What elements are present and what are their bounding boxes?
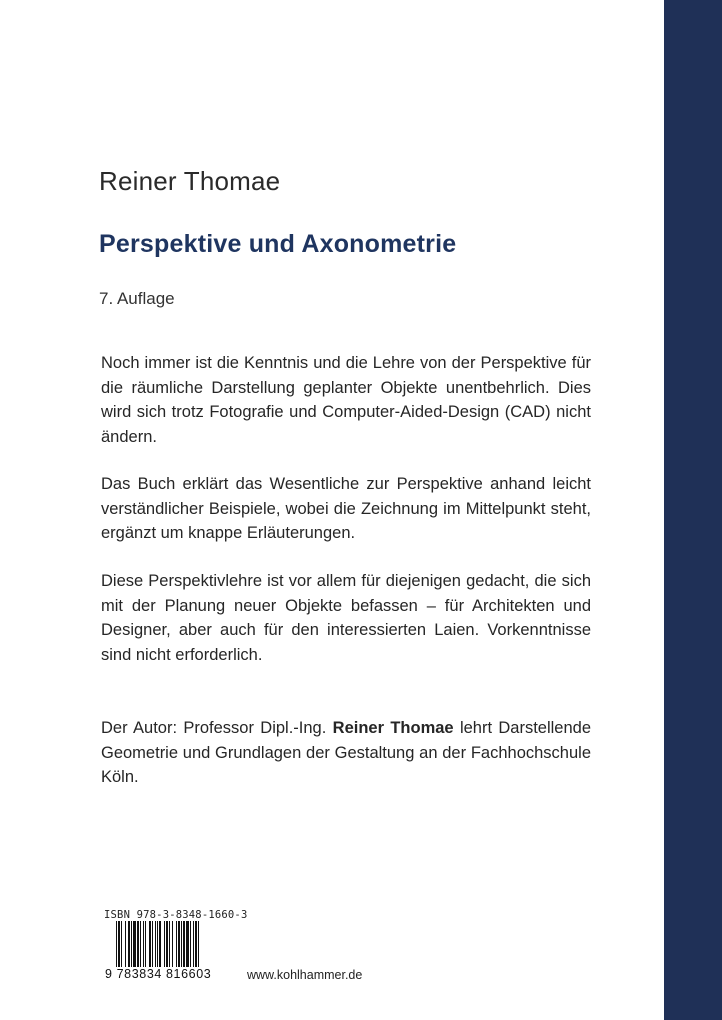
blurb-paragraph-2: Das Buch erklärt das Wesentliche zur Perspektive anhand leicht verständlicher Beispiele, wobei die Zeichnung im Mittelpunkt steht, ergänzt um knappe Erläuterungen.: [101, 475, 591, 542]
barcode-bar: [131, 921, 132, 971]
barcode-bar: [198, 921, 199, 971]
book-spine-band: [664, 0, 722, 1020]
barcode-bar: [181, 921, 182, 971]
barcode-image: [116, 921, 226, 971]
edition-label: 7. Auflage: [99, 289, 175, 308]
barcode-bar: [186, 921, 189, 971]
barcode-bar: [140, 921, 141, 971]
barcode-bar: [143, 921, 144, 971]
author-bio-name: Reiner Thomae: [332, 719, 454, 737]
barcode-bar: [176, 921, 177, 971]
barcode-bar: [133, 921, 136, 971]
barcode-bar: [190, 921, 191, 971]
barcode-bar: [145, 921, 146, 971]
author-bio-suffix: lehrt Darstellende Geometrie und Grundlagen der Gestaltung an der Fachhochschule Köln.: [101, 719, 592, 786]
barcode-bar: [137, 921, 139, 971]
barcode-bar: [193, 921, 194, 971]
barcode-bar: [166, 921, 168, 971]
author-bio: [101, 716, 591, 790]
barcode-bar: [195, 921, 197, 971]
barcode-bar: [172, 921, 173, 971]
blurb-paragraph-3: Diese Perspektivlehre ist vor allem für diejenigen gedacht, die sich mit der Planung neuer Objekte befassen – für Architekten und Designer, aber auch für den interessierten Laien. Vorkenntnisse sind nicht erforderlich.: [101, 572, 591, 664]
barcode-bar: [152, 921, 153, 971]
barcode-bar: [164, 921, 165, 971]
barcode-bar: [149, 921, 151, 971]
barcode-bar: [155, 921, 156, 971]
barcode-bar: [169, 921, 170, 971]
publisher-website: www.kohlhammer.de: [247, 968, 363, 982]
barcode-bar: [118, 921, 120, 971]
barcode-bar: [125, 921, 126, 971]
author-bio-prefix: Der Autor: Professor Dipl.-Ing.: [101, 719, 333, 737]
barcode-bar: [159, 921, 161, 971]
barcode-bar: [157, 921, 158, 971]
barcode-bar: [121, 921, 122, 971]
barcode-bar: [116, 921, 117, 971]
blurb-paragraph-1: Noch immer ist die Kenntnis und die Lehre von der Perspektive für die räumliche Darstellung geplanter Objekte unentbehrlich. Dies wird sich trotz Fotografie und Computer-Aided-Design (CAD) nicht ändern.: [101, 354, 591, 446]
book-title: Perspektive und Axonometrie: [99, 230, 457, 258]
barcode-bar: [183, 921, 185, 971]
author-name: Reiner Thomae: [99, 166, 281, 196]
barcode-digits: 9 783834 816603: [105, 967, 212, 981]
isbn-label: ISBN 978-3-8348-1660-3: [104, 909, 248, 921]
barcode-bar: [178, 921, 180, 971]
barcode-bar: [128, 921, 130, 971]
